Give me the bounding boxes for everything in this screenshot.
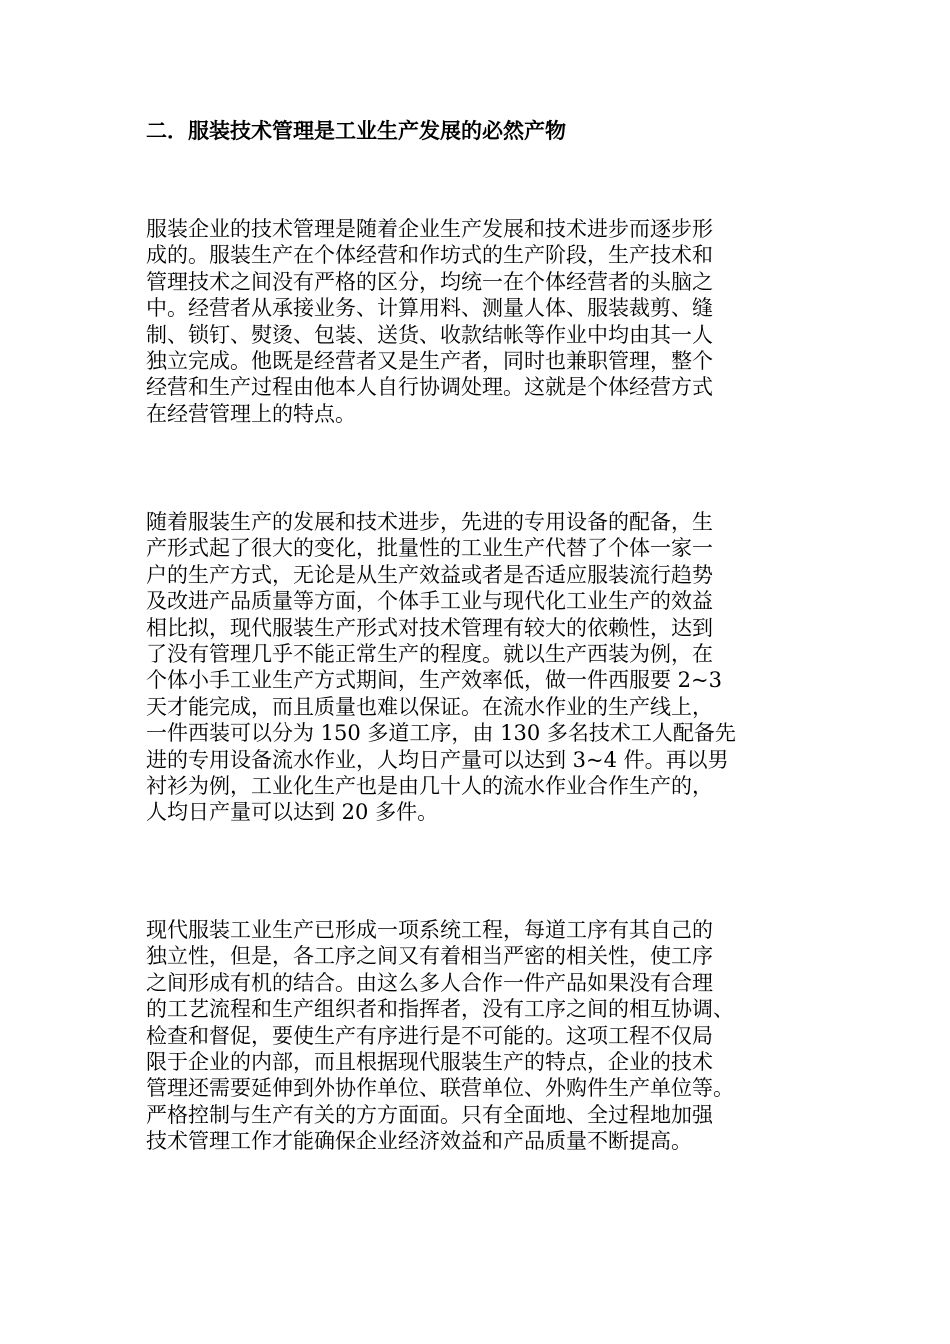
section-heading: 二．服装技术管理是工业生产发展的必然产物 xyxy=(146,119,566,143)
paragraph-3: 现代服装工业生产已形成一项系统工程，每道工序有其自己的 独立性，但是，各工序之间又有着相当严密的相关性，使工序 之间形成有机的结合。由这么多人合作一件产品如果没有合理 的工艺流程和生产组织者和指挥者，没有工序之间的相互协调、 检查和督促，要使生产有序进行是不可能的。这项工程不仅局 限于企业的内部，而且根据现代服装生产的特点，企业的技术 管理还需要延伸到外协作单位、联营单位、外购件生产单位等。 严格控制与生产有关的方方面面。只有全面地、全过程地加强 技术管理工作才能确保企业经济效益和产品质量不断提高。 xyxy=(146,918,734,1154)
paragraph-1: 服装企业的技术管理是随着企业生产发展和技术进步而逐步形 成的。服装生产在个体经营和作坊式的生产阶段，生产技术和 管理技术之间没有严格的区分，均统一在个体经营者的头脑之 中。经营者从承接业务、计算用料、测量人体、服装裁剪、缝 制、锁钉、熨烫、包装、送货、收款结帐等作业中均由其一人 独立完成。他既是经营者又是生产者，同时也兼职管理，整个 经营和生产过程由他本人自行协调处理。这就是个体经营方式 在经营管理上的特点。 xyxy=(146,217,713,426)
paragraph-2: 随着服装生产的发展和技术进步，先进的专用设备的配备，生 产形式起了很大的变化，批量性的工业生产代替了个体一家一 户的生产方式，无论是从生产效益或者是否适应服装流行趋势 及改进产品质量等方面，个体手工业与现代化工业生产的效益 相比拟，现代服装生产形式对技术管理有较大的依赖性，达到 了没有管理几乎不能正常生产的程度。就以生产西装为例，在 个体小手工业生产方式期间，生产效率低，做一件西服要 2~3 天才能完成，而且质量也难以保证。在流水作业的生产线上， 一件西装可以分为 150 多道工序，由 130 多名技术工人配备先 进的专用设备流水作业，人均日产量可以达到 3~4 件。再以男 衬衫为例，工业化生产也是由几十人的流水作业合作生产的， 人均日产量可以达到 20 多件。 xyxy=(146,510,736,825)
